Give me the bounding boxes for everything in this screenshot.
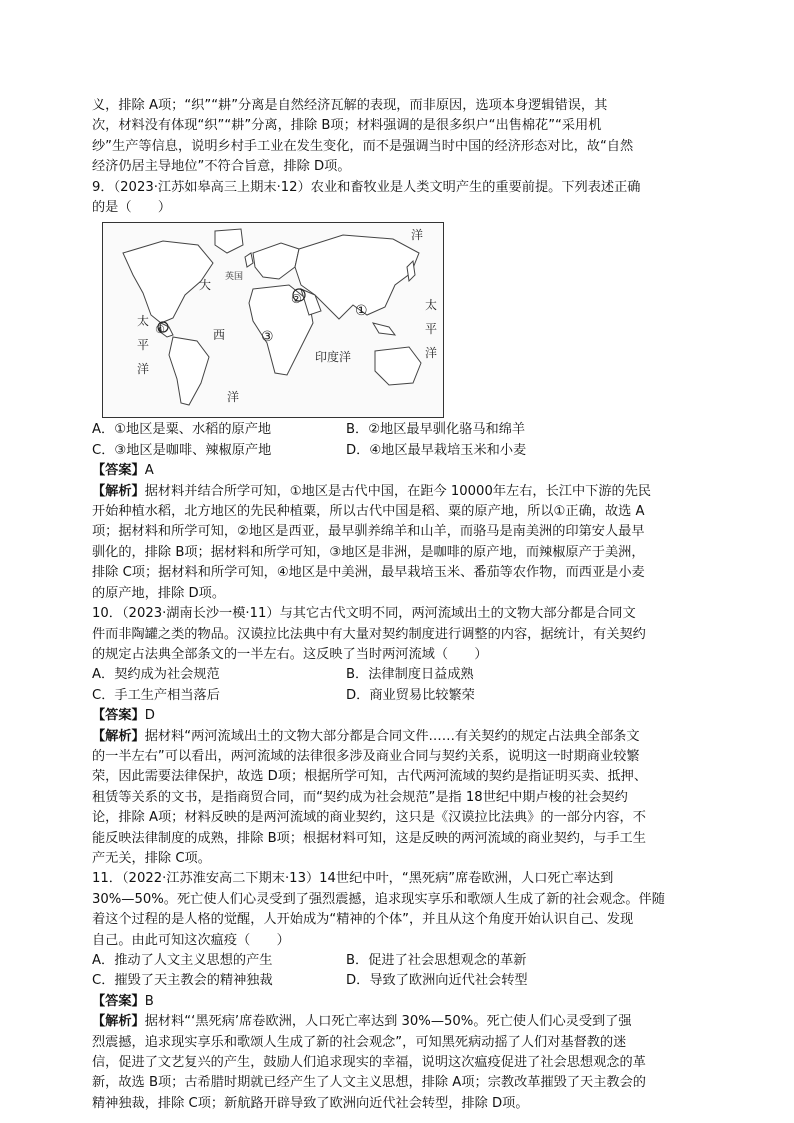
analysis-line: 的原产地，排除 D项。 xyxy=(92,585,226,601)
map-label-uk: 英国 xyxy=(225,272,244,283)
analysis-line: 新，故选 B项；古希腊时期就已经产生了人文主义思想，排除 A项；宗教改革摧毁了天主教会的 xyxy=(92,1075,646,1091)
answer-label: 【答案】 xyxy=(92,708,145,724)
analysis-label: 【解析】 xyxy=(92,728,145,744)
map-char: 洋 xyxy=(137,362,150,377)
map-marker-3: ③ xyxy=(261,329,274,346)
map-label-atlantic: 大 xyxy=(199,278,212,293)
answer-value: D xyxy=(144,708,155,724)
option-d: D．商业贸易比较繁荣 xyxy=(346,687,475,703)
question-9 xyxy=(92,178,704,604)
question-stem-line: 10．（2023·湖南长沙一模·11）与其它古代文明不同，两河流域出土的文物大部分都是合同文 xyxy=(92,606,636,622)
question-stem-line: 的规定占法典全部条文的一半左右。这反映了当时两河流域（ ） xyxy=(92,646,488,662)
map-label-pacific-right xyxy=(425,319,437,339)
analysis-line: 产无关，排除 C项。 xyxy=(92,850,211,866)
option-c: C．手工生产相当落后 xyxy=(92,687,220,703)
option-d: D．导致了欧洲向近代社会转型 xyxy=(346,973,528,989)
analysis-line xyxy=(92,1012,704,1032)
question-10 xyxy=(92,604,704,869)
map-char: 太 xyxy=(425,298,438,313)
map-label-pacific-left xyxy=(137,311,149,331)
question-stem-line: 的是（ ） xyxy=(92,200,172,216)
text-line: 义，排除 A项；“织”“耕”分离是自然经济瓦解的表现，而非原因，选项本身逻辑错误，其 xyxy=(92,98,608,113)
map-label-pacific-left xyxy=(137,359,149,379)
question-stem-line: 件而非陶罐之类的物品。汉谟拉比法典中有大量对契约制度进行调整的内容，据统计，有关契约 xyxy=(92,626,646,642)
option-b: B．促进了社会思想观念的革新 xyxy=(346,953,527,968)
analysis-line: 信，促进了文艺复兴的产生，鼓励人们追求现实的幸福，说明这次瘟疫促进了社会思想观念的革 xyxy=(92,1055,646,1071)
text-line: 次，材料没有体现“织”“耕”分离，排除 B项；材料强调的是很多织户“出售棉花”“采用机 xyxy=(92,118,602,134)
question-11 xyxy=(92,869,704,1114)
analysis-line: 排除 C项；据材料和所学可知，④地区是中美洲，最早栽培玉米、番茄等农作物，而西亚是小麦 xyxy=(92,565,645,581)
map-label-pacific-right xyxy=(425,343,437,363)
text-line: 纱”生产等信息，说明乡村手工业在发生变化，而不是强调当时中国的经济形态对比，故“自然 xyxy=(92,138,634,154)
map-label-pacific-right xyxy=(425,295,437,315)
analysis-line xyxy=(92,482,704,502)
analysis-text: 据材料“‘黑死病’席卷欧洲，人口死亡率达到 30%—50%。死亡使人们心灵受到了强 xyxy=(144,1014,632,1030)
answer-line xyxy=(92,992,704,1012)
map-label-indian-ocean: 印度洋 xyxy=(315,350,352,365)
map-char: 平 xyxy=(137,338,150,353)
map-char: 洋 xyxy=(425,346,438,361)
map-marker-1: ① xyxy=(355,303,368,320)
analysis-line: 开始种植水稻，北方地区的先民种植粟，所以古代中国是稻、粟的原产地，所以①正确，故选 A xyxy=(92,504,645,520)
text-line: 经济仍居主导地位”不符合旨意，排除 D项。 xyxy=(92,159,351,175)
answer-value: A xyxy=(144,463,154,479)
analysis-text: 据材料并结合所学可知，①地区是古代中国，在距今 10000年左右，长江中下游的先民 xyxy=(144,483,652,499)
analysis-line: 论，排除 A项；材料反映的是两河流域的商业契约，这只是《汉谟拉比法典》的一部分内容，不 xyxy=(92,810,646,826)
map-marker-2: ② xyxy=(291,292,302,307)
map-marker-4: ④ xyxy=(155,323,165,337)
analysis-line: 能反映法律制度的成熟，排除 B项；根据材料可知，这是反映的两河流域的商业契约，与手工生 xyxy=(92,830,646,846)
document-page xyxy=(92,96,704,1114)
analysis-line: 的一半左右”可以看出，两河流域的法律很多涉及商业合同与契约关系，说明这一时期商业较繁 xyxy=(92,748,640,764)
analysis-label: 【解析】 xyxy=(92,1014,145,1030)
world-map-drawing xyxy=(103,223,443,417)
analysis-label: 【解析】 xyxy=(92,483,145,499)
map-label-ocean: 洋 xyxy=(411,228,424,243)
previous-analysis-continuation xyxy=(92,96,704,178)
option-a: A．契约成为社会规范 xyxy=(92,667,220,683)
option-a: A．推动了人文主义思想的产生 xyxy=(92,953,273,968)
analysis-line: 烈震撼，追求现实享乐和歌颂人生成了新的社会观念”，可知黑死病动摇了人们对基督教的迷 xyxy=(92,1034,627,1050)
world-map-figure xyxy=(102,222,444,418)
question-stem-line: 11．（2022·江苏淮安高二下期末·13）14世纪中叶，“黑死病”席卷欧洲，人口死亡率达到 xyxy=(92,871,614,887)
question-stem-line: 30%—50%。死亡使人们心灵受到了强烈震撼，追求现实享乐和歌颂人生成了新的社会观念。伴随 xyxy=(92,891,665,907)
answer-line xyxy=(92,461,704,481)
analysis-line: 项；据材料和所学可知，②地区是西亚，最早驯养绵羊和山羊，而骆马是南美洲的印第安人最早 xyxy=(92,524,645,540)
options-grid xyxy=(92,665,704,706)
options-grid xyxy=(92,420,704,461)
question-stem-line: 着这个过程的是人格的觉醒，人开始成为“精神的个体”，并且从这个角度开始认识自己、发现 xyxy=(92,912,634,928)
answer-label: 【答案】 xyxy=(92,993,145,1009)
map-label-pacific-left xyxy=(137,335,149,355)
answer-label: 【答案】 xyxy=(92,463,145,479)
options-grid xyxy=(92,951,704,992)
map-char: 平 xyxy=(425,322,438,337)
option-d: D．④地区最早栽培玉米和小麦 xyxy=(346,442,527,458)
option-a: A．①地区是粟、水稻的原产地 xyxy=(92,422,272,438)
analysis-line: 驯化的，排除 B项；据材料和所学可知，③地区是非洲，是咖啡的原产地，而辣椒原产于美洲， xyxy=(92,544,645,560)
analysis-line: 精神独裁，排除 C项；新航路开辟导致了欧洲向近代社会转型，排除 D项。 xyxy=(92,1095,529,1111)
option-c: C．③地区是咖啡、辣椒原产地 xyxy=(92,442,272,458)
answer-line xyxy=(92,706,704,726)
option-b: B．②地区最早驯化骆马和绵羊 xyxy=(346,422,526,438)
analysis-line: 租赁等关系的文书，是指商贸合同，而“契约成为社会规范”是指 18世纪中期卢梭的社会契约 xyxy=(92,789,628,805)
map-char: 太 xyxy=(137,314,150,329)
analysis-line xyxy=(92,727,704,747)
option-b: B．法律制度日益成熟 xyxy=(346,667,474,683)
question-stem-line: 自己。由此可知这次瘟疫（ ） xyxy=(92,932,290,948)
map-label-atlantic: 西 xyxy=(213,328,226,343)
question-stem-line: 9．（2023·江苏如皋高三上期末·12）农业和畜牧业是人类文明产生的重要前提。下列表述正确 xyxy=(92,179,641,195)
analysis-line: 荣，因此需要法律保护，故选 D项；根据所学可知，古代两河流域的契约是指证明买卖、抵押、 xyxy=(92,769,648,785)
option-c: C．摧毁了天主教会的精神独裁 xyxy=(92,973,273,989)
analysis-text: 据材料“两河流域出土的文物大部分都是合同文件……有关契约的规定占法典全部条文 xyxy=(144,728,640,744)
map-label-ocean: 洋 xyxy=(227,390,240,405)
answer-value: B xyxy=(144,993,154,1009)
